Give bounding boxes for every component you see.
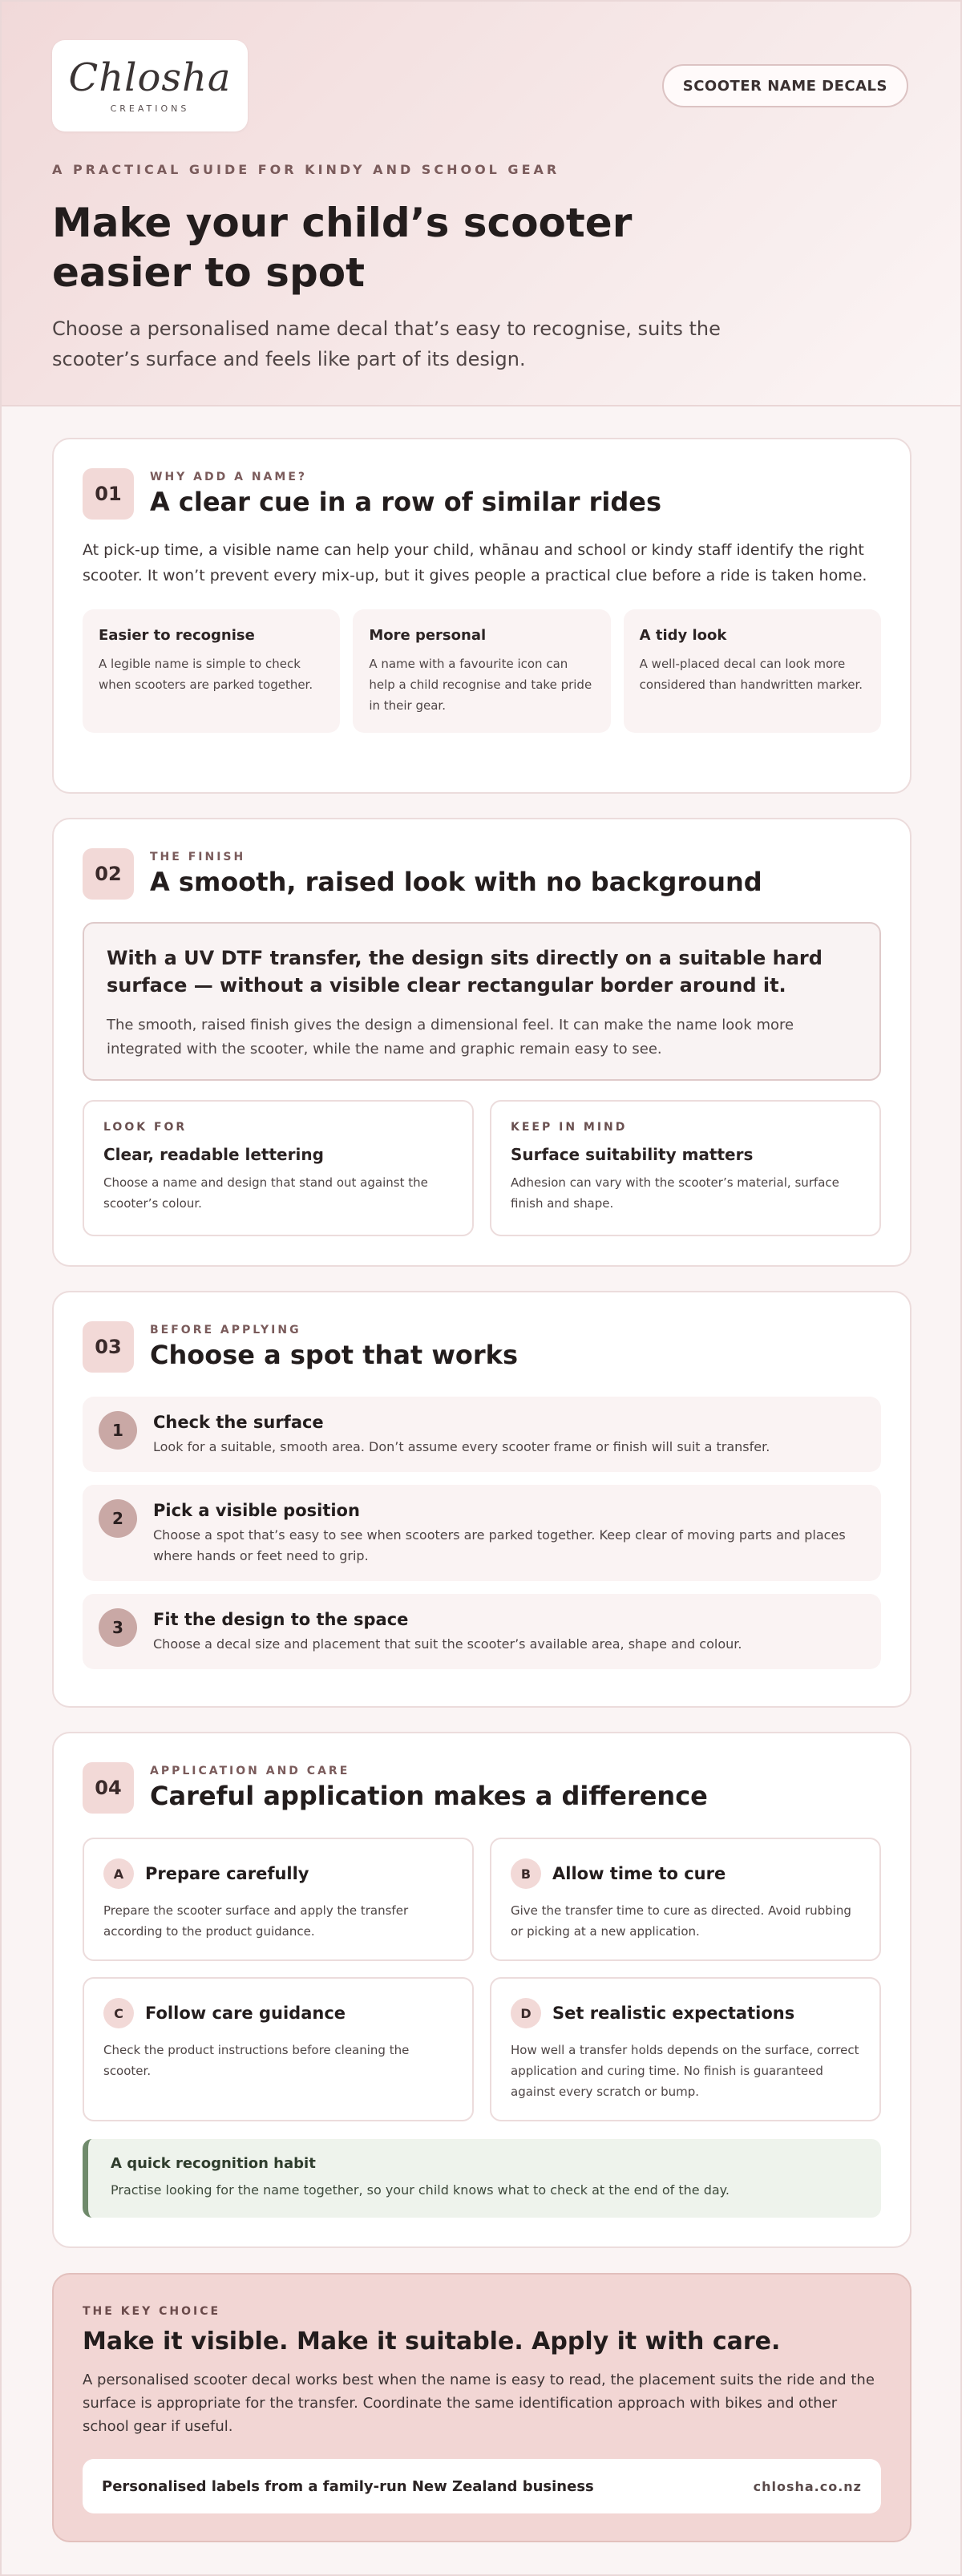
finish-tips: [83, 1100, 881, 1236]
business-bar: [83, 2459, 881, 2513]
section-number: 03: [83, 1321, 134, 1373]
benefit-tiles: [83, 609, 881, 733]
section-finish: [52, 818, 911, 1267]
final-text: A personalised scooter decal works best when the name is easy to read, the placement suits the ride and the surface is appropriate for the transfer. Coordinate the same identification approach with bikes and other school gear if useful.: [83, 2372, 875, 2435]
benefit-tile: [624, 609, 881, 733]
tile-text: A legible name is simple to check when scooters are parked together.: [99, 657, 313, 692]
step-text: Look for a suitable, smooth area. Don’t assume every scooter frame or finish will suit a transfer.: [153, 1439, 770, 1454]
section-choose-spot: [52, 1291, 911, 1708]
section-number: 02: [83, 848, 134, 900]
tip-title: Surface suitability matters: [511, 1145, 754, 1164]
care-item: [83, 1977, 474, 2121]
step-text: Choose a spot that’s easy to see when scooters are parked together. Keep clear of moving parts and places where hands or feet need to grip.: [153, 1527, 846, 1563]
section-header: [83, 1321, 881, 1373]
section-number: 04: [83, 1762, 134, 1814]
care-title: Allow time to cure: [552, 1864, 726, 1883]
care-item: [490, 1838, 881, 1961]
care-badge: B: [511, 1858, 541, 1889]
benefit-tile: [83, 609, 340, 733]
tile-title: A tidy look: [639, 627, 727, 644]
section-why-name: [52, 438, 911, 794]
step-text: Choose a decal size and placement that suit the scooter’s available area, shape and colour.: [153, 1636, 742, 1652]
hero-lead: Choose a personalised name decal that’s easy to recognise, suits the scooter’s surface and feels like part of its design.: [52, 317, 721, 370]
final-title: Make it visible. Make it suitable. Apply it with care.: [83, 2327, 781, 2356]
care-title: Prepare carefully: [145, 1864, 309, 1883]
logo-script: Chlosha: [68, 55, 232, 100]
tip-label: LOOK FOR: [103, 1121, 188, 1134]
step-number: 3: [99, 1608, 137, 1647]
hero-header: [2, 2, 960, 406]
care-text: Give the transfer time to cure as directed. Avoid rubbing or picking at a new application.: [511, 1903, 851, 1939]
tip-title: Clear, readable lettering: [103, 1145, 324, 1164]
scooter-decals-pill[interactable]: SCOOTER NAME DECALS: [662, 64, 908, 107]
tip-box: [83, 1100, 474, 1236]
section-header: [83, 468, 881, 520]
tip-box: [490, 1100, 881, 1236]
care-badge: D: [511, 1998, 541, 2028]
tile-text: A name with a favourite icon can help a child recognise and take pride in their gear.: [369, 657, 592, 713]
step-item: [83, 1485, 881, 1581]
section-header: [83, 848, 881, 900]
section-title: A smooth, raised look with no background: [150, 867, 762, 897]
section-title: A clear cue in a row of similar rides: [150, 487, 662, 517]
brand-logo[interactable]: [52, 40, 248, 131]
care-title: Set realistic expectations: [552, 2004, 795, 2023]
step-title: Fit the design to the space: [153, 1610, 409, 1629]
section-kicker: APPLICATION AND CARE: [150, 1765, 350, 1777]
section-number: 01: [83, 468, 134, 520]
care-title: Follow care guidance: [145, 2004, 346, 2023]
section-application-care: [52, 1732, 911, 2248]
section-kicker: BEFORE APPLYING: [150, 1324, 301, 1337]
step-title: Pick a visible position: [153, 1501, 360, 1520]
care-text: Prepare the scooter surface and apply the transfer according to the product guidance.: [103, 1903, 409, 1939]
final-kicker: THE KEY CHOICE: [83, 2305, 221, 2318]
section-body: At pick-up time, a visible name can help your child, whānau and school or kindy staff identify the right scooter. It won’t prevent every mix-up, but it gives people a practical clue before a ride is taken home.: [83, 541, 867, 584]
key-choice-panel: [52, 2273, 911, 2542]
care-item: [83, 1838, 474, 1961]
care-grid: [83, 1838, 881, 2121]
step-number: 2: [99, 1499, 137, 1538]
care-text: How well a transfer holds depends on the surface, correct application and curing time. No finish is guaranteed against every scratch or bump.: [511, 2043, 859, 2099]
tile-text: A well-placed decal can look more considered than handwritten marker.: [639, 657, 863, 692]
page-title: Make your child’s scooter easier to spot: [52, 200, 633, 296]
tip-text: Adhesion can vary with the scooter’s material, surface finish and shape.: [511, 1175, 839, 1211]
section-kicker: WHY ADD A NAME?: [150, 471, 307, 483]
finish-callout: [83, 922, 881, 1081]
step-number: 1: [99, 1411, 137, 1450]
section-title: Choose a spot that works: [150, 1340, 518, 1370]
section-kicker: THE FINISH: [150, 851, 246, 863]
logo-subtitle: CREATIONS: [110, 103, 190, 114]
section-title: Careful application makes a difference: [150, 1781, 708, 1811]
tip-text: Choose a name and design that stand out against the scooter’s colour.: [103, 1175, 428, 1211]
habit-title: A quick recognition habit: [111, 2155, 316, 2172]
tip-label: KEEP IN MIND: [511, 1121, 628, 1134]
step-item: [83, 1594, 881, 1669]
care-badge: C: [103, 1998, 134, 2028]
care-text: Check the product instructions before cleaning the scooter.: [103, 2043, 410, 2078]
callout-title: With a UV DTF transfer, the design sits directly on a suitable hard surface — without a visible clear rectangular border around it.: [107, 947, 823, 997]
callout-text: The smooth, raised finish gives the design a dimensional feel. It can make the name look more integrated with the scooter, while the name and graphic remain easy to see.: [107, 1017, 794, 1057]
recognition-habit-note: [83, 2139, 881, 2218]
tile-title: Easier to recognise: [99, 627, 255, 644]
business-tagline: Personalised labels from a family-run New Zealand business: [102, 2477, 594, 2495]
step-item: [83, 1397, 881, 1472]
care-badge: A: [103, 1858, 134, 1889]
care-item: [490, 1977, 881, 2121]
habit-text: Practise looking for the name together, so your child knows what to check at the end of the day.: [111, 2182, 730, 2198]
step-title: Check the surface: [153, 1413, 324, 1432]
website-link[interactable]: chlosha.co.nz: [753, 2478, 862, 2494]
step-list: [83, 1397, 881, 1669]
hero-eyebrow: A PRACTICAL GUIDE FOR KINDY AND SCHOOL GEAR: [52, 162, 560, 177]
benefit-tile: [353, 609, 610, 733]
section-header: [83, 1762, 881, 1814]
tile-title: More personal: [369, 627, 487, 644]
